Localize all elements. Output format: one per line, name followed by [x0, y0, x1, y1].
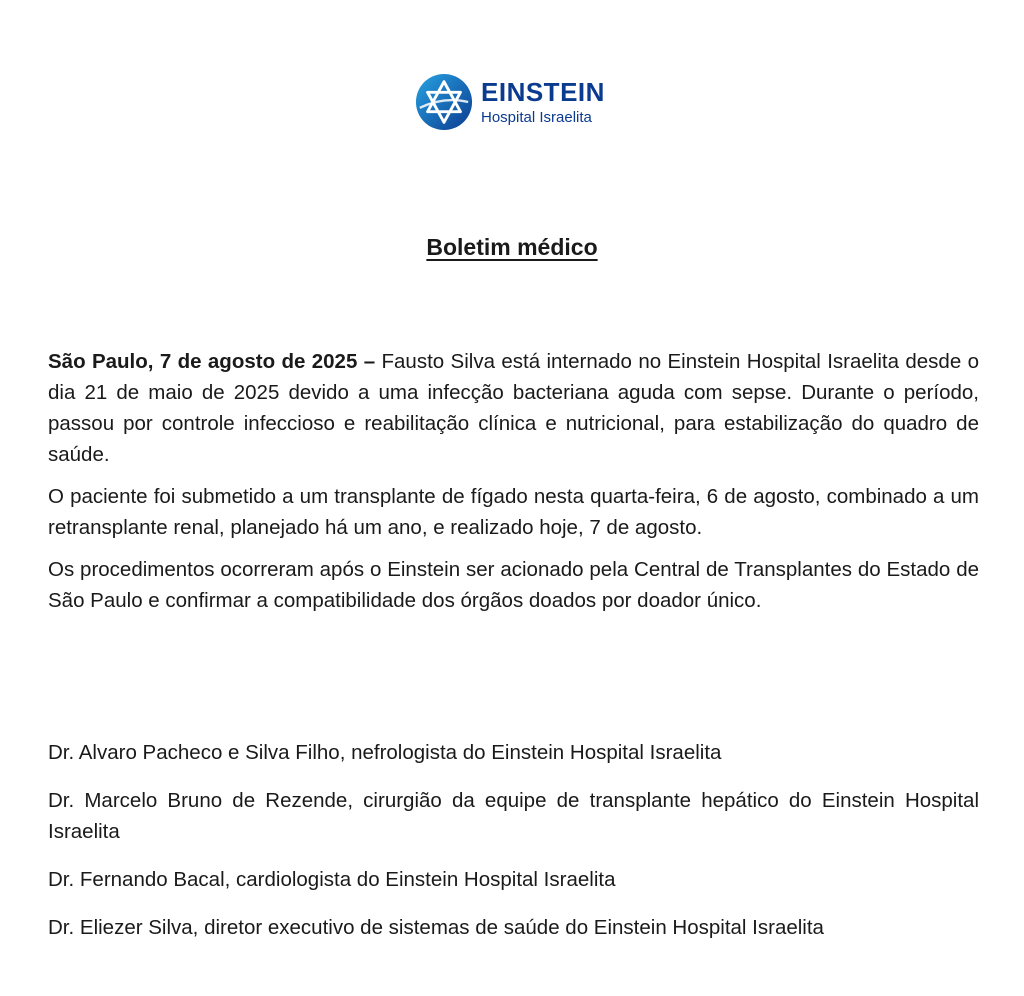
paragraph-3: Os procedimentos ocorreram após o Einstein ser acionado pela Central de Transplantes do Estado de São Paulo e confirmar a compatibilidade dos órgãos doados por doador único. [48, 558, 979, 612]
paragraph-2: O paciente foi submetido a um transplante de fígado nesta quarta-feira, 6 de agosto, combinado a um retransplante renal, planejado há um ano, e realizado hoje, 7 de agosto. [48, 485, 979, 539]
page-title: Boletim médico [426, 234, 598, 260]
logo-subtitle: Hospital Israelita [481, 109, 592, 126]
bulletin-body [48, 346, 979, 627]
signature-4: Dr. Eliezer Silva, diretor executivo de sistemas de saúde do Einstein Hospital Israelita [48, 916, 824, 939]
paragraph-1 [48, 346, 979, 470]
signatures-list [48, 737, 979, 960]
signature-2: Dr. Marcelo Bruno de Rezende, cirurgião da equipe de transplante hepático do Einstein Hospital Israelita [48, 789, 979, 843]
paragraph-1-text: Fausto Silva está internado no Einstein Hospital Israelita desde o dia 21 de maio de 2025 devido a uma infecção bacteriana aguda com sepse. Durante o período, passou por controle infeccioso e reabilitação clínica e nutricional, para estabilização do quadro de saúde. [48, 350, 979, 466]
signature-3: Dr. Fernando Bacal, cardiologista do Einstein Hospital Israelita [48, 868, 616, 891]
einstein-logo [415, 73, 605, 131]
logo-name: EINSTEIN [481, 77, 605, 107]
signature-1: Dr. Alvaro Pacheco e Silva Filho, nefrologista do Einstein Hospital Israelita [48, 741, 722, 764]
dateline: São Paulo, 7 de agosto de 2025 – [48, 350, 376, 373]
einstein-star-globe-icon [415, 73, 473, 131]
